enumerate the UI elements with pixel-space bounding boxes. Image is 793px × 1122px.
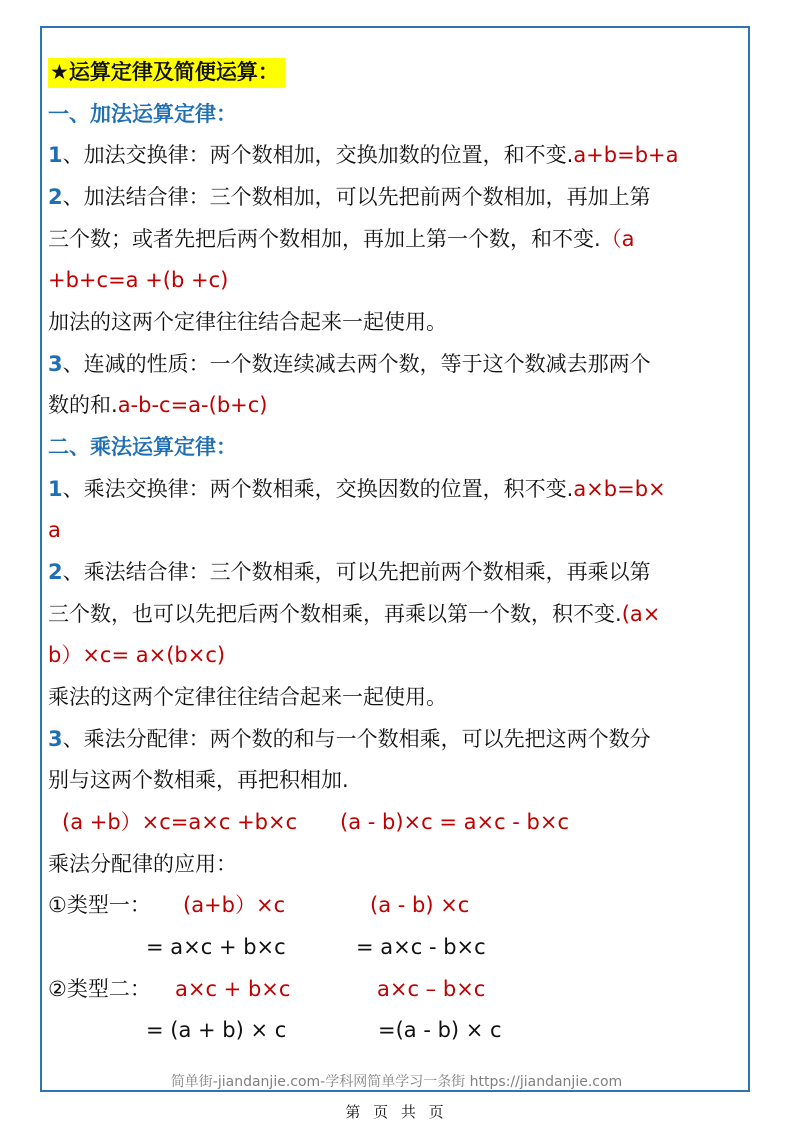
rule-consecutive-subtraction: 3、连减的性质：一个数连续减去两个数，等于这个数减去那两个 xyxy=(48,352,651,376)
distributive-application-heading: 乘法分配律的应用： xyxy=(48,852,237,876)
type-2-label: ②类型二： xyxy=(48,977,151,1001)
rule-addition-associative: 2、加法结合律：三个数相加，可以先把前两个数相加，再加上第 xyxy=(48,185,651,209)
multiplication-associative-formula: b）×c= a×(b×c) xyxy=(48,643,226,667)
rule-addition-associative-cont: 三个数；或者先把后两个数相加，再加上第一个数，和不变.（a xyxy=(48,227,635,251)
section-2-heading: 二、乘法运算定律： xyxy=(48,435,237,459)
rule-multiplication-distributive: 3、乘法分配律：两个数的和与一个数相乘，可以先把这两个数分 xyxy=(48,727,651,751)
rule-consecutive-subtraction-cont: 数的和.a-b-c=a-(b+c) xyxy=(48,393,268,417)
rule-multiplication-associative-cont: 三个数，也可以先把后两个数相乘，再乘以第一个数，积不变.(a× xyxy=(48,602,661,626)
multiplication-note: 乘法的这两个定律往往结合起来一起使用。 xyxy=(48,685,447,709)
doc-title: ★运算定律及简便运算： xyxy=(48,58,285,86)
distributive-formula-sum: (a +b）×c=a×c +b×c xyxy=(62,810,298,834)
type-1-right-result: = a×c - b×c xyxy=(356,935,486,959)
rule-multiplication-commutative: 1、乘法交换律：两个数相乘，交换因数的位置，积不变.a×b=b× xyxy=(48,477,666,501)
multiplication-commutative-formula-cont: a xyxy=(48,518,61,542)
type-1-left-expression: (a+b）×c xyxy=(183,893,286,917)
type-2-right-expression: a×c – b×c xyxy=(377,977,486,1001)
type-2-left-expression: a×c + b×c xyxy=(175,977,291,1001)
rule-multiplication-associative: 2、乘法结合律：三个数相乘，可以先把前两个数相乘，再乘以第 xyxy=(48,560,651,584)
addition-note: 加法的这两个定律往往结合起来一起使用。 xyxy=(48,310,447,334)
type-2-left-result: = (a + b) × c xyxy=(146,1018,287,1042)
rule-multiplication-distributive-cont: 别与这两个数相乘，再把积相加. xyxy=(48,768,349,792)
type-1-left-result: = a×c + b×c xyxy=(146,935,286,959)
page-number-label: 第 页 共 页 xyxy=(345,1103,448,1121)
section-1-heading: 一、加法运算定律： xyxy=(48,102,237,126)
rule-addition-commutative: 1、加法交换律：两个数相加，交换加数的位置，和不变.a+b=b+a xyxy=(48,143,679,167)
type-1-label: ①类型一： xyxy=(48,893,151,917)
type-2-right-result: =(a - b) × c xyxy=(378,1018,502,1042)
distributive-formula-difference: (a - b)×c = a×c - b×c xyxy=(340,810,570,834)
addition-associative-formula: +b+c=a +(b +c) xyxy=(48,268,229,292)
page-footer: 简单街-jiandanjie.com-学科网简单学习一条街 https://jiandanjie.com xyxy=(170,1074,623,1090)
type-1-right-expression: (a - b) ×c xyxy=(370,893,470,917)
